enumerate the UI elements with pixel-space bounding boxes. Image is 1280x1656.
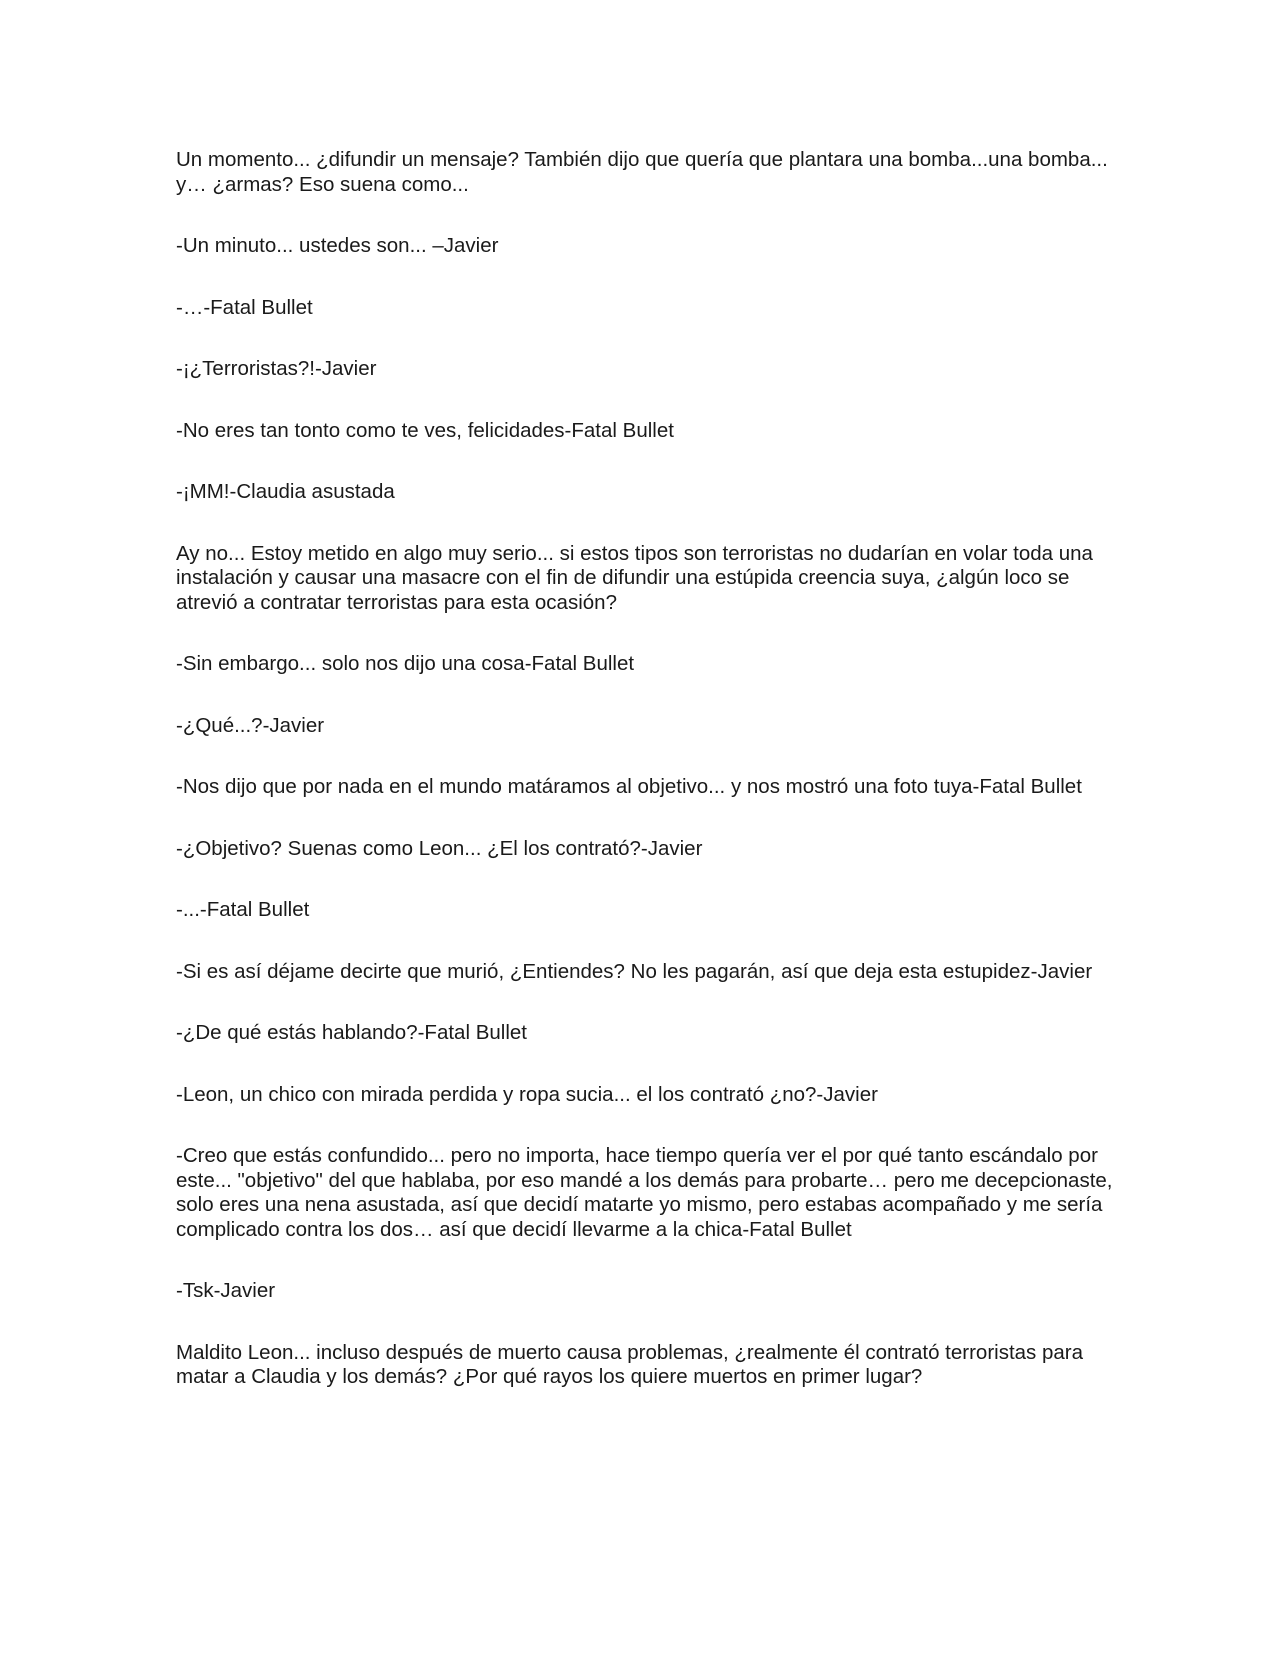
- narration-paragraph: Maldito Leon... incluso después de muerto causa problemas, ¿realmente él contrató terroristas para matar a Claudia y los demás? ¿Por qué rayos los quiere muertos en primer lugar?: [176, 1340, 1084, 1388]
- document-body: [176, 148, 1116, 1427]
- dialogue-line: -¿De qué estás hablando?-Fatal Bullet: [176, 1021, 527, 1044]
- dialogue-line: -¿Objetivo? Suenas como Leon... ¿El los contrató?-Javier: [176, 836, 703, 860]
- narration-paragraph: Un momento... ¿difundir un mensaje? También dijo que quería que plantara una bomba...una bomba... y… ¿armas? Eso suena como...: [176, 148, 1108, 196]
- dialogue-line: -Sin embargo... solo nos dijo una cosa-Fatal Bullet: [176, 652, 635, 675]
- dialogue-line: -¡MM!-Claudia asustada: [176, 480, 395, 503]
- narration-paragraph: Ay no... Estoy metido en algo muy serio... si estos tipos son terroristas no dudarían en volar toda una instalación y causar una masacre con el fin de difundir una estúpida creencia suya, ¿algún loco se atrevió a contratar terroristas para esta ocasión?: [176, 541, 1093, 614]
- dialogue-line: -Un minuto... ustedes son... –Javier: [176, 234, 499, 257]
- dialogue-line: -Leon, un chico con mirada perdida y ropa sucia... el los contrató ¿no?-Javier: [176, 1082, 878, 1106]
- dialogue-line: -¿Qué...?-Javier: [176, 713, 325, 737]
- dialogue-line: -…-Fatal Bullet: [176, 295, 313, 319]
- dialogue-line: -Nos dijo que por nada en el mundo matáramos al objetivo... y nos mostró una foto tuya-Fatal Bullet: [176, 775, 1082, 798]
- dialogue-line: -...-Fatal Bullet: [176, 898, 310, 921]
- dialogue-line: -Tsk-Javier: [176, 1279, 276, 1302]
- dialogue-line: -Creo que estás confundido... pero no importa, hace tiempo quería ver el por qué tanto escándalo por este... "objetivo" del que hablaba, por eso mandé a los demás para probarte… pero me decepcionaste, solo eres una nena asustada, así que decidí matarte yo mismo, pero estabas acompañado y me sería complicado contra los dos… así que decidí llevarme a la chica-Fatal Bullet: [176, 1144, 1113, 1241]
- dialogue-line: -Si es así déjame decirte que murió, ¿Entiendes? No les pagarán, así que deja esta estupidez-Javier: [176, 959, 1093, 983]
- dialogue-line: -¡¿Terroristas?!-Javier: [176, 357, 377, 380]
- dialogue-line: -No eres tan tonto como te ves, felicidades-Fatal Bullet: [176, 418, 674, 442]
